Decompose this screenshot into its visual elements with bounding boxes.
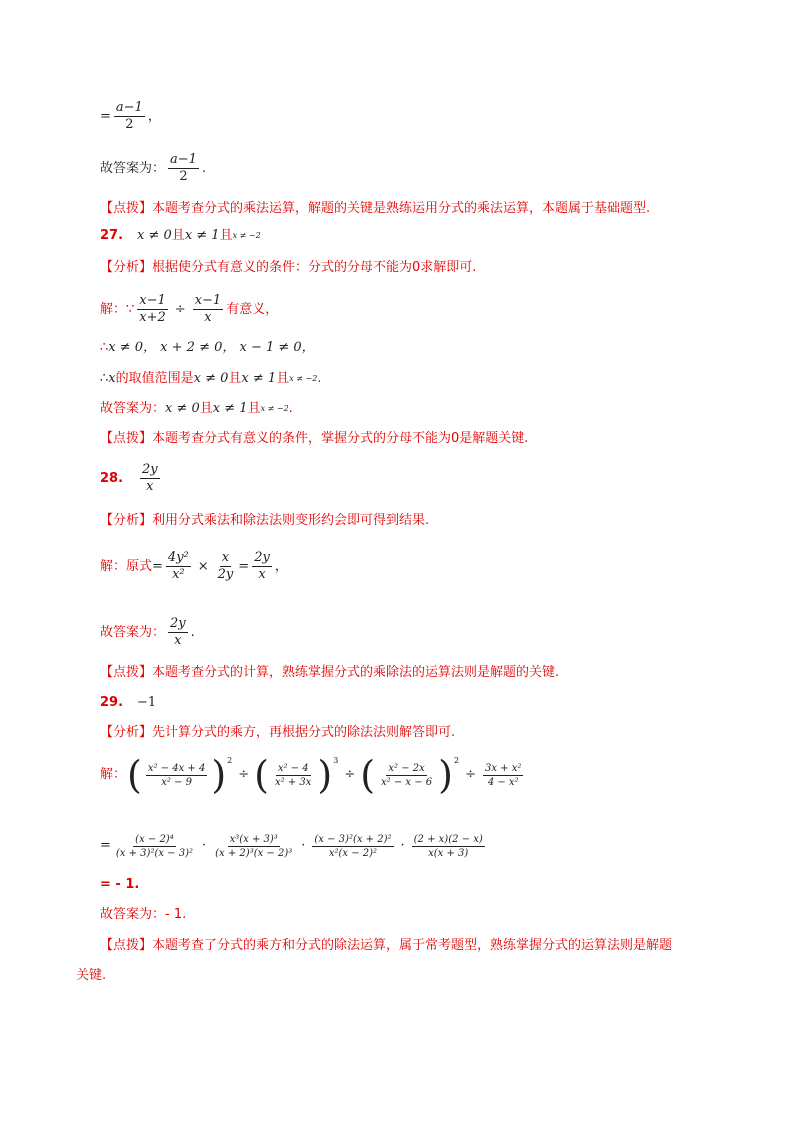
q27-final-answer [100, 400, 293, 418]
line-1 [100, 100, 161, 133]
left-paren: ( [360, 753, 376, 797]
q27-conditions [100, 339, 315, 357]
math: x ≠ 1 [241, 371, 277, 386]
q29-result [100, 876, 139, 894]
numerator: x² − 2x [388, 762, 425, 774]
question-28-answer [100, 462, 163, 495]
math: x ≠ 1 [184, 228, 220, 243]
solution-tail: 有意义， [226, 301, 279, 317]
question-number: 29. [100, 695, 124, 710]
fraction [213, 833, 294, 860]
conjunction: 且 [228, 371, 242, 386]
division-sign: ÷ [174, 301, 186, 317]
fraction [114, 833, 195, 860]
exponent: 2 [454, 756, 460, 765]
numerator: x−1 [194, 293, 222, 308]
fraction [252, 550, 272, 583]
math: x ≠ 0 [193, 371, 229, 386]
tip-text: 本题考查分式的乘法运算，解题的关键是熟练运用分式的乘法运算，本题属于基础题型. [152, 201, 651, 216]
analysis-text: 先计算分式的乘方，再根据分式的除法法则解答即可. [152, 725, 456, 740]
denominator: x [258, 567, 266, 582]
tip-text: 本题考查分式有意义的条件，掌握分式的分母不能为0是解题关键. [152, 431, 529, 446]
dot-operator: · [202, 838, 207, 853]
denominator: (x + 2)³(x − 2)³ [215, 847, 293, 859]
numerator: a−1 [115, 100, 143, 115]
punctuation: . [288, 401, 293, 416]
question-27-answer [100, 227, 261, 245]
answer-prefix: 故答案为： [100, 401, 166, 416]
tip-tag: 【点拨】 [100, 201, 153, 216]
q27-range [100, 370, 321, 388]
numerator: 2y [254, 550, 270, 565]
numerator: x [221, 550, 230, 565]
therefore-symbol: ∴ [100, 340, 109, 355]
analysis-tag: 【分析】 [100, 513, 153, 528]
fraction [168, 152, 199, 185]
analysis-text: 根据使分式有意义的条件：分式的分母不能为0求解即可. [152, 260, 477, 275]
tip-tag: 【点拨】 [100, 665, 153, 680]
analysis-tag: 【分析】 [100, 260, 153, 275]
denominator: x² [172, 567, 185, 582]
dot-operator: · [301, 838, 306, 853]
numerator: x² − 4 [277, 762, 309, 774]
math: x ≠ −2 [232, 231, 261, 240]
fraction [168, 616, 188, 649]
question-29-answer [100, 694, 156, 712]
denominator: x [174, 633, 182, 648]
q28-tip [100, 664, 559, 682]
equals-sign: = [238, 558, 250, 574]
punctuation: . [317, 371, 322, 386]
exponent: 3 [333, 756, 339, 765]
numerator: 2y [142, 462, 158, 477]
numerator: a−1 [170, 152, 197, 167]
solution-prefix: 解：原式 [100, 558, 153, 574]
tip-text: 本题考查分式的计算，熟练掌握分式的乘除法的运算法则是解题的关键. [152, 665, 560, 680]
q28-solution [100, 550, 288, 583]
equals-sign: = [100, 108, 111, 124]
tip-text-continued: 关键. [76, 968, 107, 983]
fraction [137, 293, 168, 326]
right-paren: ) [317, 753, 333, 797]
times-sign: × [197, 558, 209, 574]
math: x ≠ −2 [289, 374, 318, 383]
denominator: x² + 3x [275, 776, 312, 788]
question-number: 27. [100, 228, 124, 243]
punctuation: ， [147, 108, 161, 124]
dot-operator: · [400, 838, 405, 853]
denominator: x+2 [139, 310, 166, 325]
conjunction: 且 [199, 401, 213, 416]
q29-tip-line-2 [76, 967, 106, 985]
punctuation: ， [274, 558, 288, 574]
q27-solution [100, 293, 278, 326]
q27-tip [100, 430, 528, 448]
solution-prefix: 解：∵ [100, 301, 135, 317]
math: −1 [137, 695, 157, 710]
denominator: 2y [217, 567, 234, 582]
fraction [146, 762, 208, 789]
math: x ≠ 1 [212, 401, 248, 416]
left-paren: ( [127, 753, 142, 797]
math: x [108, 371, 116, 386]
fraction [114, 100, 145, 133]
tip-tag: 【点拨】 [100, 938, 153, 953]
exponent: 2 [227, 756, 233, 765]
result-text: = - 1. [100, 877, 140, 892]
denominator: x²(x − 2)² [328, 847, 378, 859]
math: x ≠ −2 [260, 404, 289, 413]
fraction [379, 762, 434, 789]
fraction [483, 762, 523, 789]
conjunction: 且 [171, 228, 185, 243]
numerator: 2y [170, 616, 186, 631]
numerator: (x − 3)²(x + 2)² [314, 833, 392, 845]
math: x ≠ 0， x + 2 ≠ 0， x − 1 ≠ 0， [108, 340, 315, 355]
right-paren: ) [211, 753, 227, 797]
conjunction: 且 [276, 371, 290, 386]
q29-analysis [100, 724, 455, 742]
denominator: x [204, 310, 212, 325]
numerator: x² − 4x + 4 [147, 762, 206, 774]
answer-prefix: 故答案为： [100, 624, 166, 640]
denominator: x [146, 479, 154, 494]
math: x ≠ 0 [165, 401, 200, 416]
conjunction: 且 [247, 401, 261, 416]
fraction [193, 293, 224, 326]
range-text: 的取值范围是 [115, 371, 194, 386]
tip-tag: 【点拨】 [100, 431, 153, 446]
q29-tip-line-1 [100, 937, 672, 955]
denominator: 2 [125, 117, 134, 132]
numerator: (2 + x)(2 − x) [413, 833, 483, 845]
fraction [273, 762, 313, 789]
math: x ≠ 0 [137, 228, 172, 243]
fraction [312, 833, 393, 860]
conjunction: 且 [219, 228, 233, 243]
left-paren: ( [254, 753, 269, 797]
denominator: (x + 3)²(x − 3)² [115, 847, 194, 859]
denominator: x² − 9 [161, 776, 192, 788]
denominator: x² − x − 6 [381, 776, 433, 788]
analysis-tag: 【分析】 [100, 725, 153, 740]
division-sign: ÷ [344, 767, 356, 782]
numerator: x³(x + 3)³ [229, 833, 278, 845]
numerator: 3x + x² [485, 762, 522, 774]
division-sign: ÷ [465, 767, 476, 782]
answer-value: - 1. [165, 907, 187, 922]
fraction [216, 550, 236, 583]
numerator: (x − 2)⁴ [135, 833, 174, 845]
tip-paragraph [100, 200, 650, 218]
q28-analysis [100, 512, 429, 530]
punctuation: . [201, 160, 207, 176]
denominator: x(x + 3) [428, 847, 469, 859]
answer-prefix: 故答案为： [100, 160, 166, 176]
q27-analysis [100, 259, 476, 277]
right-paren: ) [438, 753, 453, 797]
division-sign: ÷ [238, 767, 250, 782]
solution-prefix: 解： [100, 767, 127, 782]
question-number: 28. [100, 470, 124, 486]
numerator: 4y² [167, 550, 189, 565]
punctuation: . [190, 624, 195, 640]
therefore-symbol: ∴ [100, 371, 109, 386]
equals-sign: = [100, 838, 111, 853]
answer-prefix: 故答案为： [100, 907, 166, 922]
tip-text: 本题考查了分式的乘方和分式的除法运算，属于常考题型，熟练掌握分式的运算法则是解题 [152, 938, 673, 953]
numerator: x−1 [139, 293, 166, 308]
fraction [140, 462, 160, 495]
line-2 [100, 152, 206, 185]
q28-final-answer [100, 616, 195, 649]
q29-expansion [100, 826, 488, 866]
q29-solution [100, 752, 526, 798]
equals-sign: = [152, 558, 163, 574]
q29-final-answer [100, 906, 186, 924]
fraction [412, 833, 485, 860]
denominator: 4 − x² [487, 776, 519, 788]
analysis-text: 利用分式乘法和除法法则变形约会即可得到结果. [152, 513, 430, 528]
fraction [166, 550, 191, 583]
denominator: 2 [179, 169, 188, 184]
